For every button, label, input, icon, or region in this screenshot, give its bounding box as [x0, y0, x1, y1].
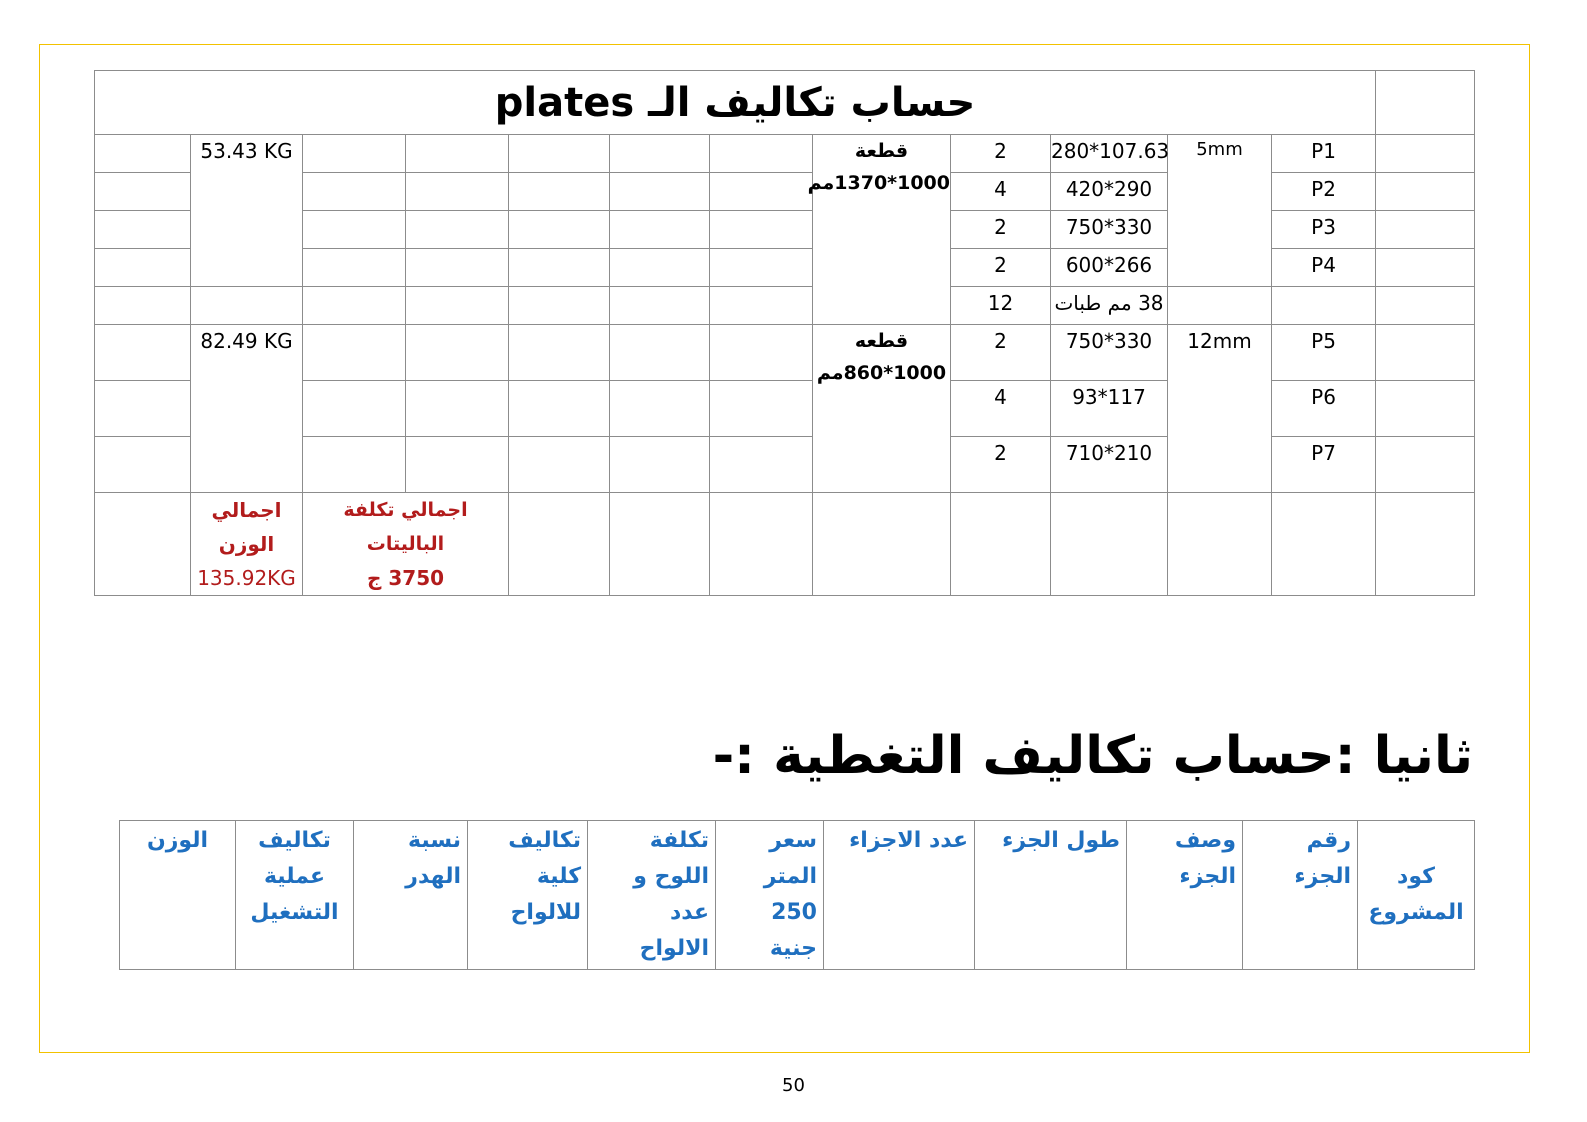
qty-cell: 2 — [951, 249, 1051, 287]
part-cell: P2 — [1272, 173, 1376, 211]
coverage-cost-table — [119, 820, 1475, 970]
dims-cell: 280*107.63 — [1051, 135, 1168, 173]
total-cost-value: 3750 ج — [366, 566, 445, 590]
qty-cell: 2 — [951, 211, 1051, 249]
header-row — [120, 821, 1475, 970]
thickness-cell: 5mm — [1168, 135, 1272, 287]
dims-cell: 38 مم طبات — [1051, 287, 1168, 325]
sheet-label: قطعه — [854, 330, 909, 352]
dims-cell: 750*330 — [1051, 325, 1168, 381]
group1-sheet-size — [807, 135, 951, 325]
section2-heading: ثانيا :حساب تكاليف التغطية :- — [712, 726, 1473, 786]
total-weight-cell — [191, 493, 303, 596]
table-row — [95, 135, 1475, 173]
table-row — [95, 287, 1475, 325]
header-meter-price: سعر المتر 250 جنية — [716, 821, 824, 970]
totals-row — [95, 493, 1475, 596]
total-weight-label-2: الوزن — [218, 532, 275, 556]
dims-cell: 710*210 — [1051, 437, 1168, 493]
sheet-dimensions: 1000*860مم — [816, 362, 947, 384]
qty-cell: 12 — [951, 287, 1051, 325]
qty-cell: 2 — [951, 437, 1051, 493]
plates-cost-table — [94, 70, 1475, 596]
header-sheet-cost: تكلفة اللوح و عدد الالواح — [588, 821, 716, 970]
plates-table-title: حساب تكاليف الـ plates — [95, 71, 1376, 135]
total-weight-value: 135.92KG — [197, 566, 296, 590]
group2-sheet-size — [813, 325, 951, 493]
dims-cell: 93*117 — [1051, 381, 1168, 437]
part-cell: P6 — [1272, 381, 1376, 437]
header-part-count: عدد الاجزاء — [824, 821, 975, 970]
dims-cell: 750*330 — [1051, 211, 1168, 249]
qty-cell: 2 — [951, 325, 1051, 381]
part-cell: P5 — [1272, 325, 1376, 381]
header-total-sheet-cost: تكاليف كلية للالواح — [468, 821, 588, 970]
part-cell: P3 — [1272, 211, 1376, 249]
group1-weight: 53.43 KG — [191, 135, 303, 287]
header-operation-cost: تكاليف عملية التشغيل — [236, 821, 354, 970]
header-weight: الوزن — [120, 821, 236, 970]
page-number: 50 — [782, 1075, 805, 1096]
part-cell: P4 — [1272, 249, 1376, 287]
header-waste-ratio: نسبة الهدر — [354, 821, 468, 970]
sheet-dimensions: 1000*1370مم — [807, 172, 950, 194]
dims-cell: 600*266 — [1051, 249, 1168, 287]
total-cost-cell — [303, 493, 509, 596]
part-cell: P7 — [1272, 437, 1376, 493]
total-weight-label: اجمالي — [211, 498, 282, 522]
part-cell: P1 — [1272, 135, 1376, 173]
table-row — [95, 325, 1475, 381]
header-project-code: كود المشروع — [1358, 821, 1475, 970]
header-part-number: رقم الجزء — [1243, 821, 1358, 970]
header-part-description: وصف الجزء — [1127, 821, 1243, 970]
part-cell — [1272, 287, 1376, 325]
header-part-length: طول الجزء — [975, 821, 1127, 970]
qty-cell: 4 — [951, 381, 1051, 437]
sheet-label: قطعة — [854, 140, 909, 162]
dims-cell: 420*290 — [1051, 173, 1168, 211]
group2-weight: 82.49 KG — [191, 325, 303, 493]
thickness-cell: 12mm — [1168, 325, 1272, 493]
qty-cell: 4 — [951, 173, 1051, 211]
total-cost-label: اجمالي تكلفة الباليتات — [343, 499, 468, 555]
qty-cell: 2 — [951, 135, 1051, 173]
table-cell — [1376, 71, 1475, 135]
